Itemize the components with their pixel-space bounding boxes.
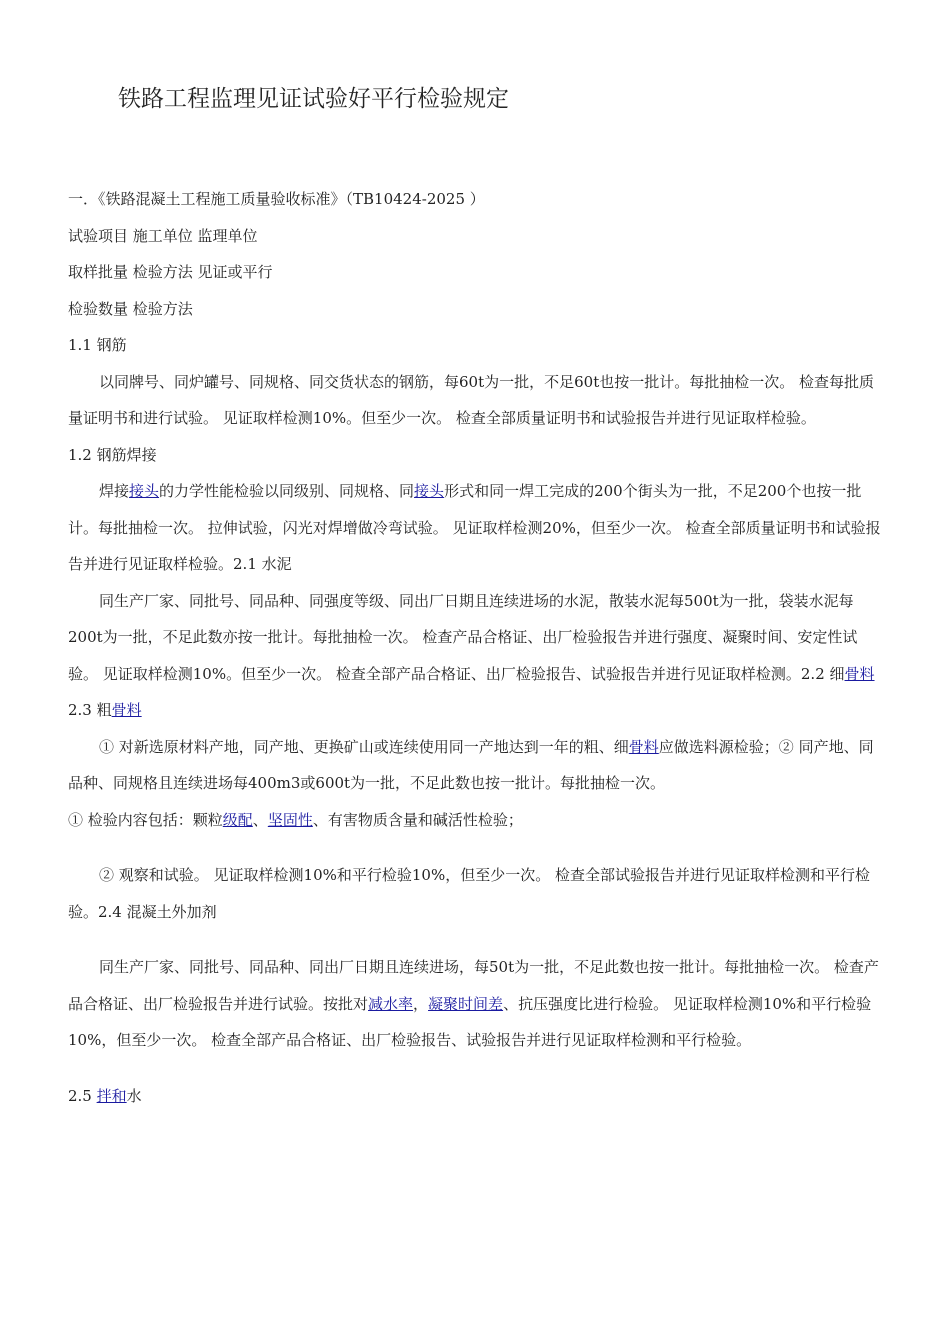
table-header-row: 取样批量 检验方法 见证或平行 <box>68 263 273 281</box>
text-run: 焊接 <box>99 482 130 500</box>
text-run: 形式和同一焊工完成的200个街头为一批，不足200个也按一批计。每批抽检一次。 拉伸试验，闪光对焊增做冷弯试验。 见证取样检测20%，但至少一次。 检查全部质量证明书和试验报告并进行见证取样检验。2.1 水泥 <box>68 482 881 573</box>
paragraph-cement <box>68 583 884 693</box>
link-soundness[interactable]: 坚固性 <box>267 810 313 829</box>
section-heading: 一．《铁路混凝土工程施工质量验收标准》（TB10424-2025 ） <box>68 190 485 208</box>
item-heading-steel: 1.1 钢筋 <box>68 336 127 354</box>
document-title: 铁路工程监理见证试验好平行检验规定 <box>118 86 509 112</box>
text-run: 水 <box>126 1086 142 1105</box>
text-run: ① 检验内容包括：颗粒 <box>68 810 223 829</box>
text-run: 、 <box>252 810 268 829</box>
text-run: 同生产厂家、同批号、同品种、同强度等级、同出厂日期且连续进场的水泥，散装水泥每500t为一批，袋装水泥每200t为一批，不足此数亦按一批计。每批抽检一次。 检查产品合格证、出厂检验报告并进行强度、凝聚时间、安定性试验。 见证取样检测10%。但至少一次。 检查全部产品合格证、出厂检验报告、试验报告并进行见证取样检测。2.2 细 <box>68 591 858 683</box>
document-body <box>68 181 884 1114</box>
text-run: 、抗压强度比进行检验。 见证取样检测10%和平行检验10%，但至少一次。 检查全部产品合格证、出厂检验报告、试验报告并进行见证取样检测和平行检验。 <box>68 994 872 1049</box>
link-aggregate[interactable]: 骨料 <box>628 737 659 756</box>
link-joint[interactable]: 接头 <box>414 482 445 500</box>
paragraph-welding <box>68 473 884 583</box>
paragraph-steel: 以同牌号、同炉罐号、同规格、同交货状态的钢筋，每60t为一批，不足60t也按一批计。每批抽检一次。 检查每批质量证明书和进行试验。 见证取样检测10%。但至少一次。 检查全部质量证明书和试验报告并进行见证取样检验。 <box>68 372 875 427</box>
item-heading-welding: 1.2 钢筋焊接 <box>68 445 157 464</box>
text-run: 同生产厂家、同批号、同品种、同出厂日期且连续进场，每50t为一批，不足此数也按一批计。每批抽检一次。 检查产品合格证、出厂检验报告并进行试验。按批对 <box>68 958 879 1013</box>
link-aggregate[interactable]: 骨料 <box>111 701 142 719</box>
paragraph-observation: ② 观察和试验。 见证取样检测10%和平行检验10%，但至少一次。 检查全部试验报告并进行见证取样检测和平行检验。2.4 混凝土外加剂 <box>68 866 870 921</box>
item-heading-mixing-water <box>68 1078 884 1115</box>
link-joint[interactable]: 接头 <box>129 482 160 500</box>
paragraph-admixture <box>68 949 884 1059</box>
link-aggregate[interactable]: 骨料 <box>844 664 875 683</box>
text-run: ① 对新选原材料产地，同产地、更换矿山或连续使用同一产地达到一年的粗、细 <box>99 737 629 756</box>
text-run: 应做选料源检验；② 同产地、同品种、同规格且连续进场每400m3或600t为一批，不足此数也按一批计。每批抽检一次。 <box>68 737 874 792</box>
link-mixing[interactable]: 拌和 <box>96 1086 127 1105</box>
text-run: 的力学性能检验以同级别、同规格、同 <box>159 482 415 500</box>
item-heading-coarse-aggregate <box>68 692 884 729</box>
paragraph-inspection-content <box>68 802 884 839</box>
table-header-row: 检验数量 检验方法 <box>68 299 193 318</box>
link-gradation[interactable]: 级配 <box>222 810 253 829</box>
text-run: 、有害物质含量和碱活性检验； <box>312 810 523 829</box>
paragraph-aggregate-source <box>68 729 884 802</box>
link-setting-time-difference[interactable]: 凝聚时间差 <box>428 994 504 1013</box>
link-water-reduction[interactable]: 减水率 <box>368 994 414 1013</box>
table-header-row: 试验项目 施工单位 监理单位 <box>68 226 258 245</box>
text-run: 2.3 粗 <box>68 701 112 719</box>
text-run: 2.5 <box>68 1086 97 1105</box>
text-run: ， <box>413 994 429 1013</box>
